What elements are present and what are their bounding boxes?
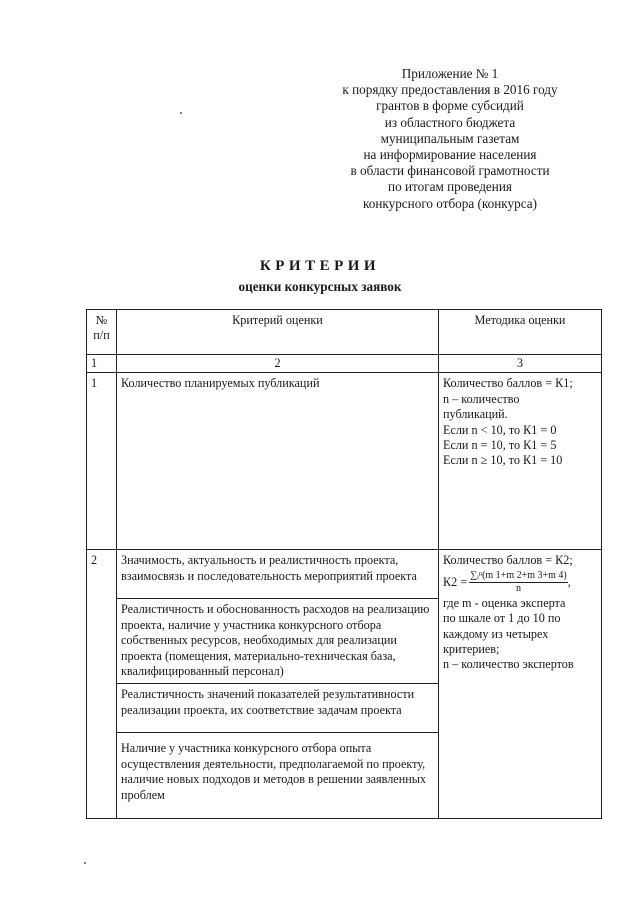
appendix-line: конкурсного отбора (конкурса) [363,195,537,211]
method-line: критериев; [443,642,500,657]
table-row [87,373,602,550]
method-line: n – количество экспертов [443,657,574,672]
column-number: 3 [439,355,602,373]
appendix-line: в области финансовой грамотности [350,163,550,179]
appendix-line: Приложение № 1 [401,66,499,81]
criteria-table [86,309,602,819]
column-number: 2 [117,355,439,373]
appendix-line: к порядку предоставления в 2016 году [342,82,558,98]
method-line: Если n < 10, то К1 = 0 [443,422,557,437]
column-number-row [87,355,602,373]
table-row [87,550,602,599]
method-line: Количество баллов = К2; [443,553,573,568]
method-line: Если n ≥ 10, то К1 = 10 [443,453,563,468]
formula-tail: , [567,574,571,589]
header-criterion: Критерий оценки [117,310,439,355]
formula-denominator: n [515,582,521,594]
criterion-cell: Реалистичность и обоснованность расходов на реализацию проекта, наличие у участника конкурсного отбора собственных ресурсов, необходимых для реализации проекта (помещения, материально-техническая база, квалифицированный персонал) [117,599,439,684]
column-number: 1 [87,355,117,373]
method-cell [439,550,602,819]
row-number: 1 [87,373,117,550]
formula-numerator: ∑ᵢⁿ(m 1+m 2+m 3+m 4) [470,569,567,581]
appendix-line: из областного бюджета [384,114,516,130]
appendix-block [300,66,600,212]
method-line: Если n = 10, то К1 = 5 [443,438,557,453]
appendix-line: муниципальным газетам [380,130,520,146]
appendix-line: на информирование населения [363,147,537,163]
formula-fraction [469,570,568,595]
header-num: № п/п [87,310,117,355]
row-number: 2 [87,550,117,819]
document-title: КРИТЕРИИ [259,258,381,274]
method-line: где m - оценка эксперта [443,595,566,610]
method-line: каждому из четырех [443,626,549,641]
method-line: Количество баллов = К1; [443,376,573,391]
document-subtitle: оценки конкурсных заявок [238,279,402,294]
method-line: n – количество [443,391,520,406]
criterion-cell: Значимость, актуальность и реалистичность проекта, взаимосвязь и последовательность мероприятий проекта [117,550,439,599]
criterion-cell: Наличие у участника конкурсного отбора опыта осуществления деятельности, предполагаемой по проекту, наличие новых подходов и методов в решении заявленных проблем [117,733,439,819]
header-method: Методика оценки [439,310,602,355]
score-formula [443,570,597,595]
scan-speck [180,112,182,114]
scan-speck [84,862,86,864]
criterion-cell: Реалистичность значений показателей результативности реализации проекта, их соответствие задачам проекта [117,684,439,733]
appendix-line: грантов в форме субсидий [376,98,524,114]
table-header-row [87,310,602,355]
formula-lhs: К2 = [443,574,468,589]
appendix-line: по итогам проведения [388,179,512,195]
method-line: по шкале от 1 до 10 по [443,611,561,626]
criterion-cell: Количество планируемых публикаций [117,373,439,550]
method-cell [439,373,602,550]
method-line: публикаций. [443,407,508,422]
